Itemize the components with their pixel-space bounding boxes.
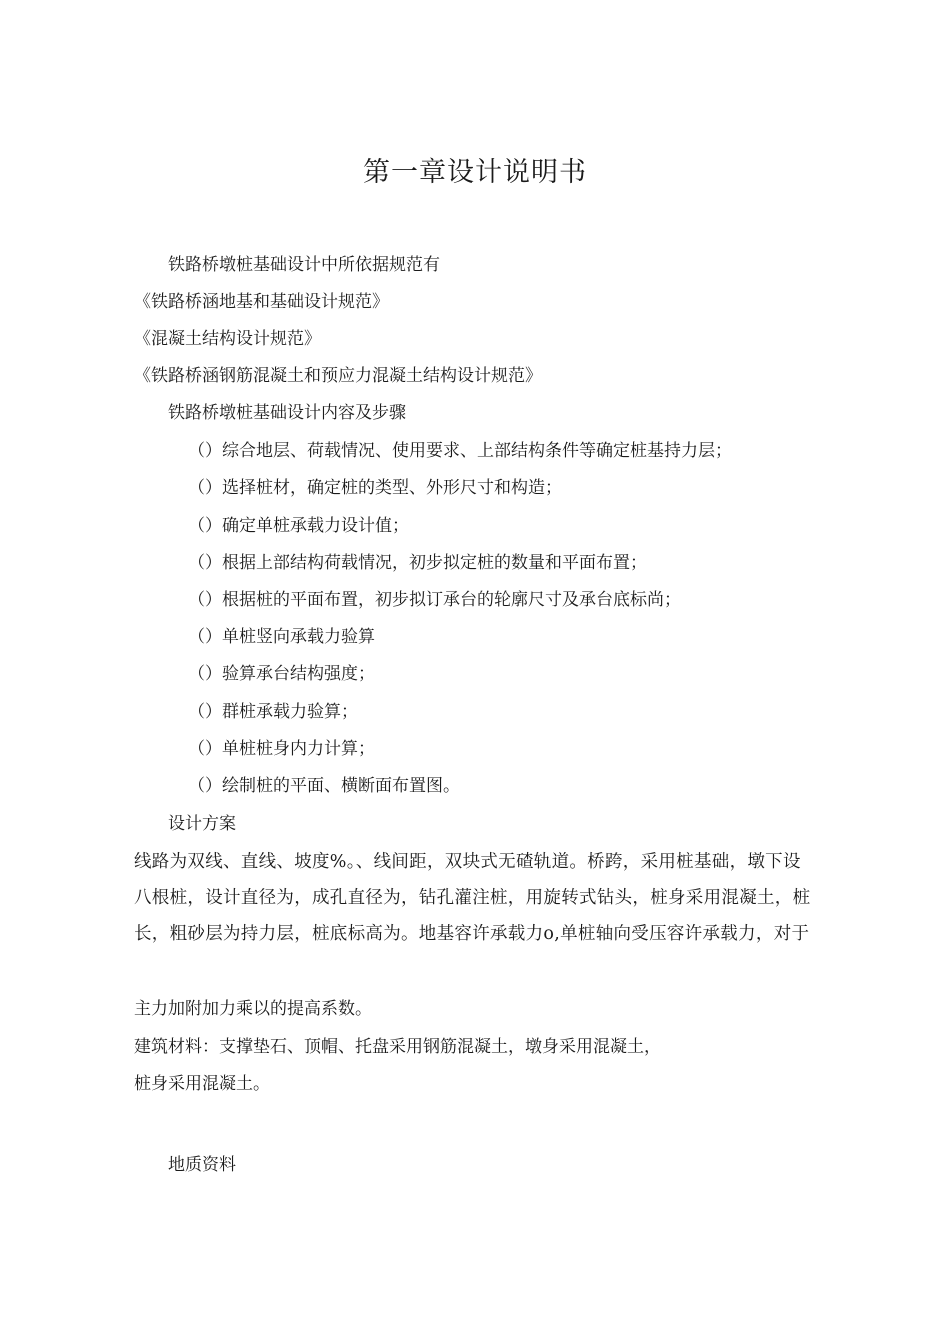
step-item: （）根据桩的平面布置，初步拟订承台的轮廓尺寸及承台底标尚； [188,590,681,610]
scheme-line: 主力加附加力乘以的提高系数。 [134,999,372,1019]
steps-heading: 铁路桥墩桩基础设计内容及步骤 [168,403,406,423]
step-item: （）绘制桩的平面、横断面布置图。 [188,776,460,796]
step-item: （）选择桩材，确定桩的类型、外形尺寸和构造； [188,478,562,498]
step-item: （）单桩桩身内力计算； [188,739,375,759]
materials-line: 桩身采用混凝土。 [134,1074,270,1094]
step-item: （）单桩竖向承载力验算 [188,627,375,647]
basis-heading: 铁路桥墩桩基础设计中所依据规范有 [168,255,440,275]
step-item: （）验算承台结构强度； [188,664,375,684]
step-item: （）群桩承载力验算； [188,702,358,722]
step-item: （）确定单桩承载力设计值； [188,516,409,536]
materials-line: 建筑材料：支撑垫石、顶帽、托盘采用钢筋混凝土，墩身采用混凝土， [134,1037,661,1057]
step-item: （）根据上部结构荷载情况，初步拟定桩的数量和平面布置； [188,553,647,573]
scheme-paragraph: 线路为双线、直线、坡度%。、线间距，双块式无碴轨道。桥跨，采用桩基础，墩下设八根桩，设计直径为，成孔直径为，钻孔灌注桩，用旋转式钻头，桩身采用混凝土，桩长，粗砂层为持力层，桩底标高为。地基容许承载力o,单桩轴向受压容许承载力，对于 [134,852,811,944]
scheme-heading: 设计方案 [168,814,236,834]
code-item: 《铁路桥涵地基和基础设计规范》 [134,292,389,312]
page-title: 第一章设计说明书 [363,157,587,188]
code-item: 《混凝土结构设计规范》 [134,329,321,349]
step-item: （）综合地层、荷载情况、使用要求、上部结构条件等确定桩基持力层； [188,441,732,461]
geology-heading: 地质资料 [168,1155,236,1175]
code-item: 《铁路桥涵钢筋混凝土和预应力混凝土结构设计规范》 [134,366,542,386]
